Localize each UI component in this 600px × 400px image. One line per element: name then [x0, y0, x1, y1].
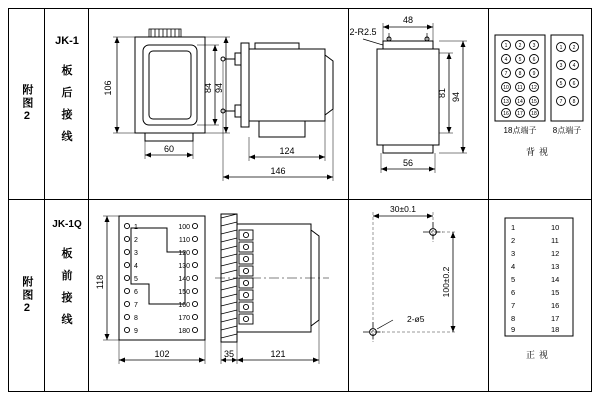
- svg-text:接: 接: [61, 291, 72, 304]
- figure-label-text-2: 附图2: [20, 275, 33, 316]
- jk1q-left-term-1: 1: [134, 224, 138, 231]
- jk1q-terminal-list: [489, 200, 591, 391]
- dim-106: 106: [103, 80, 113, 96]
- jk1q-list-left-2: 2: [511, 236, 516, 245]
- model-cell-jk1: [45, 9, 89, 200]
- terminal-18-group: [502, 41, 539, 118]
- jk1q-right-term-1: 100: [178, 224, 190, 231]
- dim-48: 48: [402, 15, 414, 25]
- drawing-table: [8, 8, 592, 392]
- jk1q-list-right-3: 12: [551, 249, 560, 258]
- terminal-18-3: 3: [532, 43, 536, 49]
- jk1q-list-right-4: 13: [551, 262, 560, 271]
- jk1q-list-right-5: 14: [551, 275, 560, 284]
- jk1q-right-term-3: 120: [178, 250, 190, 257]
- jk1q-right-term-7: 160: [178, 302, 190, 309]
- model-name-jk1: JK-1: [54, 35, 79, 47]
- jk1q-right-term-4: 130: [178, 263, 190, 270]
- jk1-side-views: [89, 9, 349, 200]
- jk1q-list-left-6: 6: [511, 288, 516, 297]
- dim-146: 146: [270, 166, 286, 176]
- jk1q-hole-pattern: [349, 200, 489, 391]
- jk1q-list-left-5: 5: [511, 275, 516, 284]
- jk1q-list-left-8: 8: [511, 314, 516, 323]
- dim-56: 56: [402, 158, 414, 168]
- terminal-8-8: 8: [572, 99, 576, 105]
- dim-corner-radius: 2-R2.5: [349, 27, 377, 37]
- jk1q-left-term-5: 5: [134, 276, 138, 283]
- svg-text:前: 前: [61, 269, 72, 282]
- jk1q-list-right-9: 18: [551, 325, 560, 334]
- jk1q-terminal-list-drawing: [489, 200, 590, 390]
- terminal-18-15: 15: [531, 99, 537, 105]
- jk1q-list-right-1: 10: [551, 223, 560, 232]
- jk1q-list-left-7: 7: [511, 301, 516, 310]
- jk1q-list-left-1: 1: [511, 223, 516, 232]
- jk1q-right-term-5: 140: [178, 276, 190, 283]
- terminal-18-17: 17: [517, 111, 523, 117]
- dim-60: 60: [163, 144, 175, 154]
- terminal-18-caption: 18点端子: [503, 126, 537, 135]
- dim-94-back: 94: [451, 91, 461, 103]
- dim-hole-spec: 2-ø5: [407, 314, 425, 324]
- jk1q-list-right-8: 17: [551, 314, 560, 323]
- dim-35: 35: [223, 349, 235, 359]
- jk1q-left-term-4: 4: [134, 263, 138, 270]
- terminal-8-group: [557, 43, 579, 106]
- jk1q-list-right-6: 15: [551, 288, 560, 297]
- terminal-18-13: 13: [503, 99, 509, 105]
- model-name-jk1q: JK-1Q: [51, 218, 82, 230]
- jk1q-right-term-2: 110: [178, 237, 190, 244]
- jk1q-left-term-8: 8: [134, 315, 138, 322]
- front-view-caption: 正视: [525, 350, 553, 360]
- dim-121: 121: [270, 349, 286, 359]
- jk1-back-drawing: [349, 9, 488, 200]
- terminal-18-8: 8: [518, 71, 522, 77]
- terminal-18-5: 5: [518, 57, 522, 63]
- jk1q-left-term-2: 2: [134, 237, 138, 244]
- terminal-18-2: 2: [518, 43, 522, 49]
- figure-label-jk1: [9, 9, 45, 200]
- jk1q-right-term-6: 150: [178, 289, 190, 296]
- svg-text:板: 板: [61, 65, 72, 77]
- dim-94: 94: [214, 82, 224, 94]
- dim-124: 124: [279, 146, 295, 156]
- terminal-18-10: 10: [503, 85, 509, 91]
- jk1q-views: [89, 200, 349, 391]
- dim-118: 118: [95, 274, 105, 290]
- jk1-terminal-layout: [489, 9, 591, 200]
- jk1-back-view: [349, 9, 489, 200]
- svg-text:线: 线: [61, 131, 72, 143]
- jk1q-list-left-9: 9: [511, 325, 516, 334]
- jk1q-right-term-9: 180: [178, 328, 190, 335]
- terminal-18-18: 18: [531, 111, 537, 117]
- svg-text:后: 后: [61, 87, 72, 99]
- terminal-8-5: 5: [559, 81, 563, 87]
- jk1q-list-left-4: 4: [511, 262, 516, 271]
- dim-81: 81: [437, 87, 447, 99]
- jk1q-list-right-2: 11: [551, 236, 559, 245]
- jk1q-list-right-7: 16: [551, 301, 560, 310]
- terminal-8-caption: 8点端子: [552, 126, 582, 135]
- terminal-8-2: 2: [572, 45, 576, 51]
- model-label-jk1q-svg: [46, 201, 88, 391]
- jk1-terminals-drawing: [489, 9, 590, 200]
- terminal-8-3: 3: [559, 63, 563, 69]
- terminal-18-1: 1: [504, 43, 508, 49]
- jk1q-list-left-3: 3: [511, 249, 516, 258]
- jk1-drawing: [89, 9, 348, 200]
- figure-label-jk1q: [9, 200, 45, 391]
- svg-text:接: 接: [61, 109, 72, 121]
- svg-text:线: 线: [61, 313, 72, 326]
- svg-text:板: 板: [61, 247, 72, 260]
- jk1q-left-term-7: 7: [134, 302, 138, 309]
- terminal-8-7: 7: [559, 99, 563, 105]
- terminal-8-1: 1: [559, 45, 563, 51]
- terminal-18-9: 9: [532, 71, 536, 77]
- dim-84: 84: [203, 82, 213, 94]
- terminal-18-4: 4: [504, 57, 508, 63]
- dim-102: 102: [154, 349, 170, 359]
- back-view-caption: 背视: [525, 147, 553, 157]
- jk1q-left-term-9: 9: [134, 328, 138, 335]
- dim-hole-x: 30±0.1: [390, 204, 416, 214]
- terminal-8-6: 6: [572, 81, 576, 87]
- terminal-18-6: 6: [532, 57, 536, 63]
- terminal-18-11: 11: [517, 85, 523, 91]
- figure-label-text: 附图2: [20, 84, 33, 124]
- model-label-jk1-svg: [46, 14, 88, 194]
- model-cell-jk1q: [45, 200, 89, 391]
- terminal-18-16: 16: [503, 111, 509, 117]
- jk1q-hole-drawing: [349, 200, 488, 390]
- jk1q-right-term-8: 170: [178, 315, 190, 322]
- terminal-8-4: 4: [572, 63, 576, 69]
- terminal-18-12: 12: [531, 85, 537, 91]
- terminal-18-7: 7: [504, 71, 508, 77]
- jk1q-left-term-3: 3: [134, 250, 138, 257]
- jk1q-drawing: [89, 200, 348, 390]
- dim-hole-y: 100±0.2: [441, 266, 451, 298]
- terminal-18-14: 14: [517, 99, 523, 105]
- jk1q-left-term-6: 6: [134, 289, 138, 296]
